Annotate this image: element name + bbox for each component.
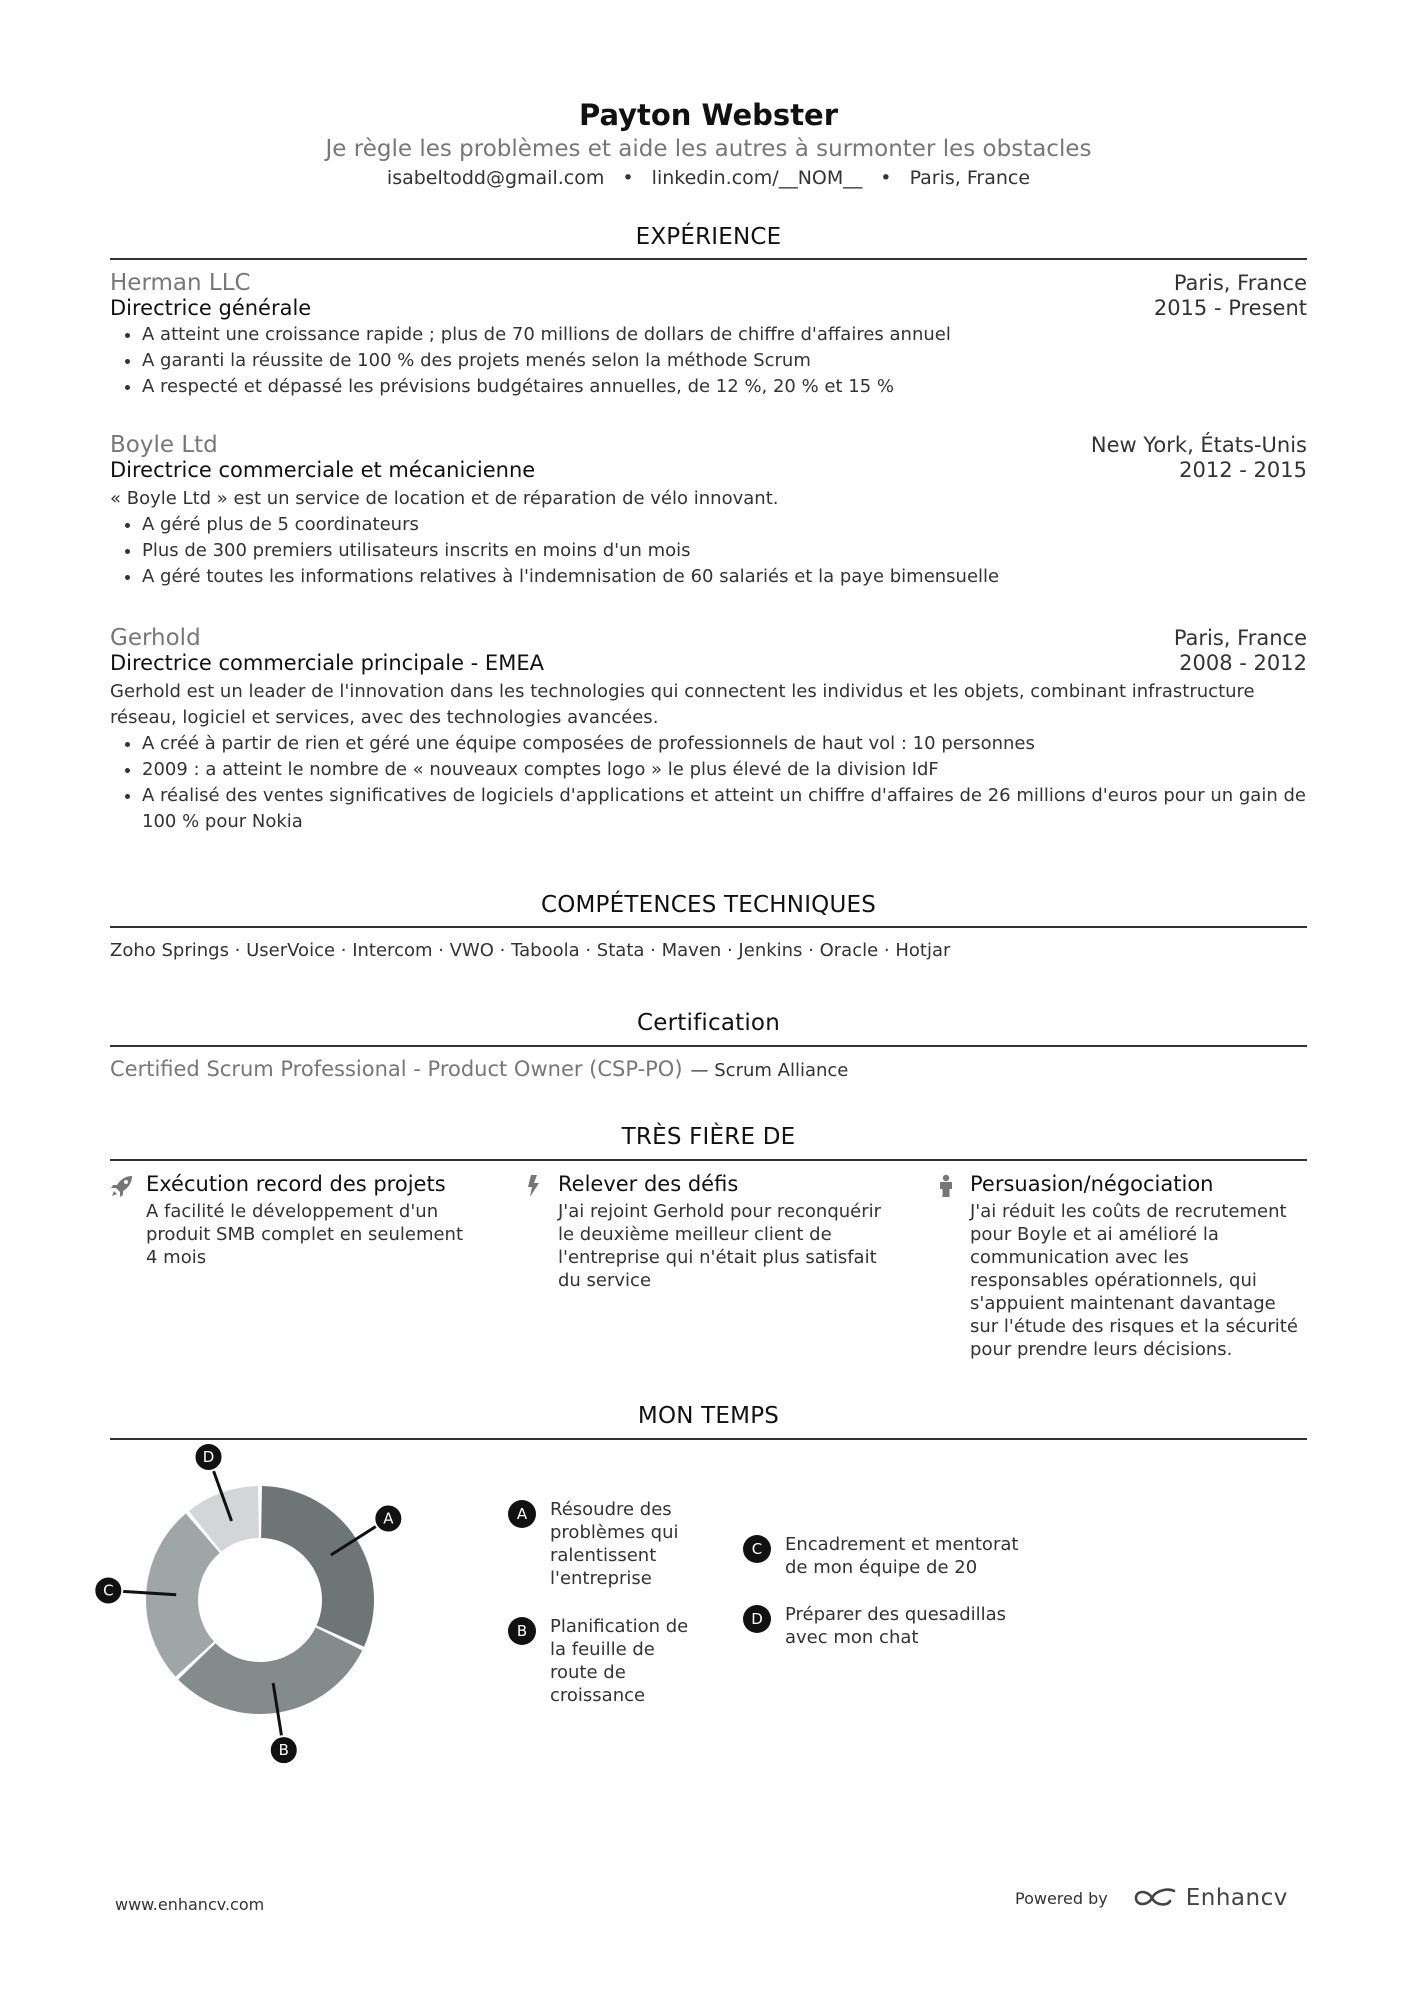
job-role: Directrice générale <box>110 296 312 320</box>
achievement-item <box>934 1172 1304 1361</box>
contact-line <box>110 167 1307 189</box>
company-name: Boyle Ltd <box>110 432 218 458</box>
legend-item <box>743 1603 1043 1649</box>
footer-branding <box>1015 1885 1288 1911</box>
job-location: New York, États-Unis <box>1090 433 1307 457</box>
achievement-item <box>110 1172 480 1269</box>
achievement-item <box>522 1172 892 1292</box>
legend-item <box>743 1533 1043 1579</box>
time-donut-chart <box>103 1447 410 1770</box>
certification-section-title: Certification <box>637 1010 780 1036</box>
location: Paris, France <box>909 167 1031 189</box>
bolt-icon <box>522 1174 546 1198</box>
job-dates: 2008 - 2012 <box>1179 651 1307 675</box>
rocket-icon <box>110 1174 134 1198</box>
job-location: Paris, France <box>1173 271 1307 295</box>
job-description: Gerhold est un leader de l'innovation dans les technologies qui connectent les individus et les objets, combinant infrastructure réseau, logiciel et services, avec des technologies avancées. <box>110 681 1255 728</box>
achievement-text: J'ai rejoint Gerhold pour reconquérir le deuxième meilleur client de l'entreprise qui n'était plus satisfait du service <box>558 1201 882 1291</box>
job-entry <box>110 625 1307 835</box>
experience-section-title: EXPÉRIENCE <box>635 224 782 250</box>
proud-section-title: TRÈS FIÈRE DE <box>621 1124 796 1150</box>
divider <box>110 258 1307 260</box>
list-item: • 2009 : a atteint le nombre de « nouveaux comptes logo » le plus élevé de la division IdF <box>142 757 1307 783</box>
certification-issuer: — Scrum Alliance <box>690 1060 849 1081</box>
legend-badge: D <box>743 1605 771 1633</box>
time-section-title: MON TEMPS <box>637 1403 780 1429</box>
job-entry <box>110 270 1307 400</box>
donut-label-c: C <box>103 1581 114 1600</box>
job-description: « Boyle Ltd » est un service de location et de réparation de vélo innovant. <box>110 488 779 509</box>
list-item: • A garanti la réussite de 100 % des projets menés selon la méthode Scrum <box>142 348 1307 374</box>
job-role: Directrice commerciale principale - EMEA <box>110 651 544 675</box>
list-item: • A respecté et dépassé les prévisions budgétaires annuelles, de 12 %, 20 % et 15 % <box>142 374 1307 400</box>
legend-label: Planification de la feuille de route de croissance <box>550 1616 689 1706</box>
job-entry <box>110 432 1307 590</box>
certification-entry <box>110 1057 848 1081</box>
achievement-title: Relever des défis <box>558 1172 739 1196</box>
tagline: Je règle les problèmes et aide les autres à surmonter les obstacles <box>325 136 1092 162</box>
legend-badge: B <box>508 1617 536 1645</box>
list-item: • A réalisé des ventes significatives de logiciels d'applications et atteint un chiffre d'affaires de 26 millions d'euros pour un gain de 100 % pour Nokia <box>142 783 1307 835</box>
company-name: Gerhold <box>110 625 201 651</box>
list-item: • A atteint une croissance rapide ; plus de 70 millions de dollars de chiffre d'affaires annuel <box>142 322 1307 348</box>
job-bullets <box>110 512 1307 590</box>
list-item: • Plus de 300 premiers utilisateurs inscrits en moins d'un mois <box>142 538 1307 564</box>
enhancv-logo-icon <box>1132 1885 1178 1911</box>
donut-label-b: B <box>278 1741 289 1760</box>
legend-badge: A <box>508 1500 536 1528</box>
divider <box>110 1438 1307 1440</box>
job-dates: 2012 - 2015 <box>1179 458 1307 482</box>
skills-section-title: COMPÉTENCES TECHNIQUES <box>540 892 877 918</box>
footer-site[interactable]: www.enhancv.com <box>115 1895 265 1914</box>
job-bullets <box>110 731 1307 835</box>
company-name: Herman LLC <box>110 270 251 296</box>
list-item: • A créé à partir de rien et géré une équipe composées de professionnels de haut vol : 10 personnes <box>142 731 1307 757</box>
linkedin[interactable]: linkedin.com/__NOM__ <box>651 167 863 189</box>
achievement-text: J'ai réduit les coûts de recrutement pour Boyle et ai amélioré la communication avec les responsables opérationnels, qui s'appuient maintenant davantage sur l'étude des risques et la sécurité pour prendre leurs décisions. <box>970 1201 1298 1360</box>
candidate-name: Payton Webster <box>578 98 839 132</box>
achievement-title: Exécution record des projets <box>146 1172 446 1196</box>
job-role: Directrice commerciale et mécanicienne <box>110 458 536 482</box>
legend-item <box>508 1615 708 1707</box>
powered-by-label: Powered by <box>1015 1888 1108 1908</box>
person-icon <box>934 1174 958 1198</box>
legend-label: Résoudre des problèmes qui ralentissent l'entreprise <box>550 1499 679 1589</box>
legend-label: Préparer des quesadillas avec mon chat <box>785 1604 1007 1648</box>
achievement-text: A facilité le développement d'un produit SMB complet en seulement 4 mois <box>146 1201 464 1268</box>
legend-item <box>508 1498 708 1590</box>
skills-list: Zoho Springs · UserVoice · Intercom · VWO · Taboola · Stata · Maven · Jenkins · Oracle · Hotjar <box>110 940 951 961</box>
job-bullets <box>110 322 1307 400</box>
donut-label-d: D <box>202 1447 215 1466</box>
legend-badge: C <box>743 1535 771 1563</box>
certification-name: Certified Scrum Professional - Product Owner (CSP-PO) <box>110 1057 683 1081</box>
separator: • <box>880 167 892 189</box>
legend-label: Encadrement et mentorat de mon équipe de 20 <box>785 1534 1019 1578</box>
job-dates: 2015 - Present <box>1153 296 1307 320</box>
donut-label-a: A <box>383 1509 394 1528</box>
job-location: Paris, France <box>1173 626 1307 650</box>
separator: • <box>622 167 634 189</box>
brand-name: Enhancv <box>1185 1885 1288 1911</box>
divider <box>110 1159 1307 1161</box>
divider <box>110 926 1307 928</box>
donut-slice-a <box>261 1486 374 1647</box>
list-item: • A géré toutes les informations relatives à l'indemnisation de 60 salariés et la paye bimensuelle <box>142 564 1307 590</box>
achievement-title: Persuasion/négociation <box>970 1172 1214 1196</box>
divider <box>110 1045 1307 1047</box>
list-item: • A géré plus de 5 coordinateurs <box>142 512 1307 538</box>
email[interactable]: isabeltodd@gmail.com <box>386 167 605 189</box>
